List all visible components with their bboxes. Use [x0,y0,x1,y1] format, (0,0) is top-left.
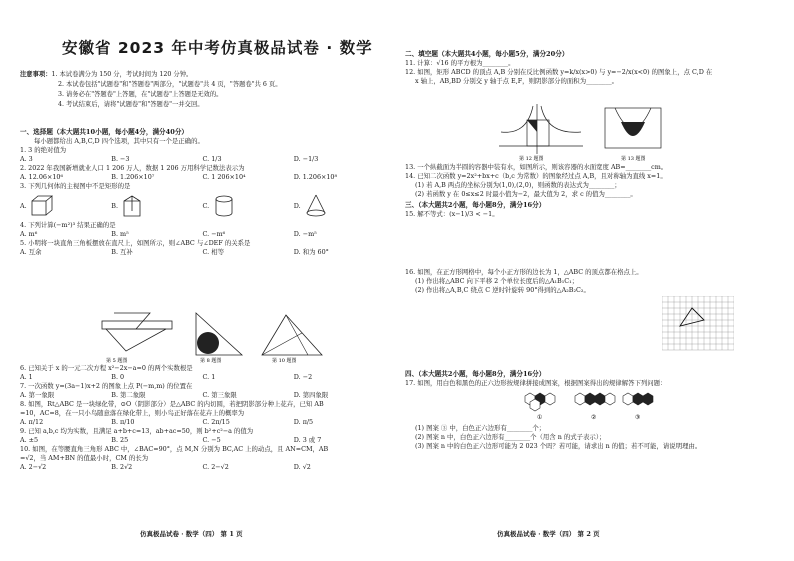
section-heading: 四、（本大题共2小题，每小题8分，满分16分） [405,370,546,378]
question-13: 13. 一个纵截面为半圆的容器中装有水，如图所示，则该容器的水面宽度 AB=________cm。 [405,163,668,171]
question-10-line2: =√2，当 AM+BN 的值最小时，CM 的长为 [20,454,149,462]
notes-block [20,70,385,110]
options-1 [20,155,385,164]
option: C. 1 [202,373,216,381]
grid-lines [662,296,734,350]
option: A. 2−√2 [20,463,47,471]
question-5: 5. 小明将一块直角三角板摆放在直尺上，如图所示，则∠ABC 与∠DEF 的关系是 [20,239,251,247]
figure-caption: 第 12 题图 [519,156,544,162]
option: C. −5 [202,436,221,444]
question-16-part1: (1) 作出将△ABC 向下平移 2 个单位长度后的△A₁B₁C₁； [415,277,579,285]
section-4-parts [405,424,785,451]
question-17-part2: (2) 图案 n 中，白色正六边形有________个（用含 n 的式子表示）； [415,433,606,441]
note-item: 3. 请务必在"答题卷"上答题，在"试题卷"上答题是无效的。 [58,91,223,98]
figure-caption: 第 5 题图 [106,358,128,363]
option: C. 相等 [202,248,225,256]
option: D. 3 或 7 [293,436,322,444]
cylinder-icon [211,193,237,219]
option: B. −3 [111,155,130,163]
pattern-label: ① [537,414,543,421]
option: B. m⁵ [111,230,129,238]
option: D. −m⁵ [293,230,317,238]
question-14-part1: (1) 若 A,B 两点的坐标分别为(1,0),(2,0)，则函数的表达式为________； [415,181,621,189]
option: D. √2 [293,463,311,471]
option: D. π/5 [293,418,314,426]
option: B. 互补 [111,248,133,256]
option: A. π/12 [20,418,44,426]
section-3-q16 [405,268,785,295]
section-heading: 一、选择题（本大题共10小题，每小题4分，满分40分） [20,128,189,136]
option: A. 互余 [20,248,42,256]
figure-caption: 第 10 题图 [272,358,297,363]
q12-q13-figures [497,102,697,162]
notes-label: 注意事项： [20,71,52,78]
question-16: 16. 如图，在正方形网格中，每个小正方形的边长为 1，△ABC 的顶点都在格点上。 [405,268,643,276]
ruler-triangle-figure [102,313,172,351]
note-item: 4. 考试结束后，请将"试题卷"和"答题卷"一并交回。 [58,101,204,108]
option: B. 第二象限 [111,391,146,399]
option: A. 12.06×10⁶ [20,173,64,181]
option: D. 第四象限 [293,391,329,399]
option: D. −2 [293,373,313,381]
question-7: 7. 一次函数 y=(3a−1)x+2 的图象上点 P(−m,m) 的位置在 [20,382,193,390]
question-12: 12. 如图，矩形 ABCD 的顶点 A,B 分别在反比例函数 y=k/x(x>0) 与 y=−2/x(x<0) 的图象上，点 C,D 在 [405,68,713,76]
question-8-line2: =10，AC=8，在一只小鸟随意落在绿化带上，则小鸟正好落在花卉上的概率为 [20,409,245,417]
figures-row [96,307,386,363]
option: A. m⁶ [20,230,38,238]
grid-figure [662,296,734,354]
figure-caption: 第 8 题图 [200,358,222,363]
question-16-part2: (2) 作出将△A,B,C 绕点 C 逆时针旋转 90°得到的△A₂B₂C₂。 [415,286,590,294]
option: C. 1 206×10⁴ [202,173,246,181]
option: C. 2π/15 [202,418,230,426]
note-item: 2. 本试卷包括"试题卷"和"答题卷"两部分，"试题卷"共 4 页，"答题卷"共 6 页。 [58,81,282,88]
option: B. 25 [111,436,129,444]
option: D. [294,193,385,219]
option: B. 2√2 [111,463,133,471]
question-14-part2: (2) 若函数 y 在 0≤x≤2 时最小值为−2，最大值为 2，求 c 的值为________。 [415,190,637,198]
option: B. 0 [111,373,125,381]
options-10 [20,463,385,472]
question-8: 8. 如图，Rt△ABC 是一块绿化带，⊙O（阴影部分）是△ABC 的内切圆，若把阴影部分种上花卉，已知 AB [20,400,324,408]
question-12-line2: x 轴上，AB,BD 分别交 y 轴于点 E,F，则阴影部分的面积为________。 [415,77,619,85]
option: D. 和为 60° [293,248,329,256]
option: C. [203,193,294,219]
page-footer-left: 仿真极品试卷 · 数学（四） 第 1 页 [140,530,243,538]
question-3: 3. 下列几何体的主视图中不是矩形的是 [20,182,131,190]
section-1 [20,128,385,257]
question-17-part3: (3) 图案 n 中的白色正六边形可能为 2 023 个吗？若可能，请求出 n 的值；若不可能，请说明理由。 [415,442,702,450]
pattern-label: ③ [635,414,641,421]
section-heading: 二、填空题（本大题共4小题，每小题5分，满分20分） [405,50,569,58]
section-2-continued [405,163,785,219]
question-17: 17. 如图，用白色和黑色的正六边形按规律拼接成图案，根据图案得出的规律解答下列问题： [405,379,667,387]
option: D. −1/3 [293,155,319,163]
options-8 [20,418,385,427]
isosceles-triangle-figure [262,315,322,355]
option: C. 1/3 [202,155,222,163]
exam-page-2 [397,0,794,561]
figure-caption: 第 13 题图 [621,156,646,162]
option: B. π/10 [111,418,135,426]
hyperbola-figure [499,104,583,162]
option: A. ±5 [20,436,39,444]
question-1: 1. 3 的绝对值为 [20,146,67,154]
option: A. 1 [20,373,33,381]
question-17-part1: (1) 图案 ③ 中，白色正六边形有________个； [415,424,546,432]
pattern-label: ② [591,414,597,421]
incircle-figure [196,313,242,355]
question-4: 4. 下列计算(−m²)³ 结果正确的是 [20,221,116,229]
note-item: 1. 本试卷满分为 150 分，考试时间为 120 分钟。 [51,71,193,78]
options-7 [20,391,385,400]
question-11: 11. 计算：√16 的平方根为________。 [405,59,515,67]
options-5 [20,248,385,257]
question-14: 14. 已知二次函数 y=2x²+bx+c（b,c 为常数）的图象经过点 A,B，且对称轴为直线 x=1。 [405,172,667,180]
question-10: 10. 如图，在等腰直角三角形 ABC 中，∠BAC=90°，点 M,N 分别为 BC,AC 上的动点，且 AN=CM，AB [20,445,329,453]
section-intro: 每小题都给出 A,B,C,D 四个选项，其中只有一个是正确的。 [34,137,204,145]
page-footer-right: 仿真极品试卷 · 数学（四） 第 2 页 [497,530,600,538]
question-9: 9. 已知 a,b,c 均为实数，且满足 a+b+c=13，ab+ac=50，则 b²+c²−a 的值为 [20,427,254,435]
option: D. 1.206×10⁸ [293,173,338,181]
semicircle-container-figure [605,108,661,162]
cube-icon [29,193,55,219]
option: A. 3 [20,155,33,163]
options-4 [20,230,385,239]
option: A. 第一象限 [20,391,55,399]
prism-icon [120,193,146,219]
question-2: 2. 2022 年我国新增就业人口 1 206 万人，数据 1 206 万用科学记数法表示为 [20,164,245,172]
option: B. 1.206×10⁷ [111,173,155,181]
option: A. [20,193,111,219]
options-3 [20,191,385,221]
option: B. [111,193,202,219]
question-15: 15. 解不等式：(x−1)/3 < −1。 [405,210,499,218]
section-2 [405,50,785,86]
options-9 [20,436,385,445]
exam-title: 安徽省 2023 年中考仿真极品试卷 · 数学 [62,39,373,57]
question-6: 6. 已知关于 x 的一元二次方程 x²−2x−a=0 的两个实数根是 [20,364,193,372]
options-6 [20,373,385,382]
hexagon-pattern-figure [517,392,657,422]
section-1-continued [20,364,385,472]
section-4 [405,370,785,388]
cone-icon [303,193,329,219]
option: C. 2−√2 [202,463,229,471]
section-heading: 三、（本大题共2小题，每小题8分，满分16分） [405,201,546,209]
options-2 [20,173,385,182]
option: C. 第三象限 [202,391,237,399]
option: C. −m⁶ [202,230,226,238]
